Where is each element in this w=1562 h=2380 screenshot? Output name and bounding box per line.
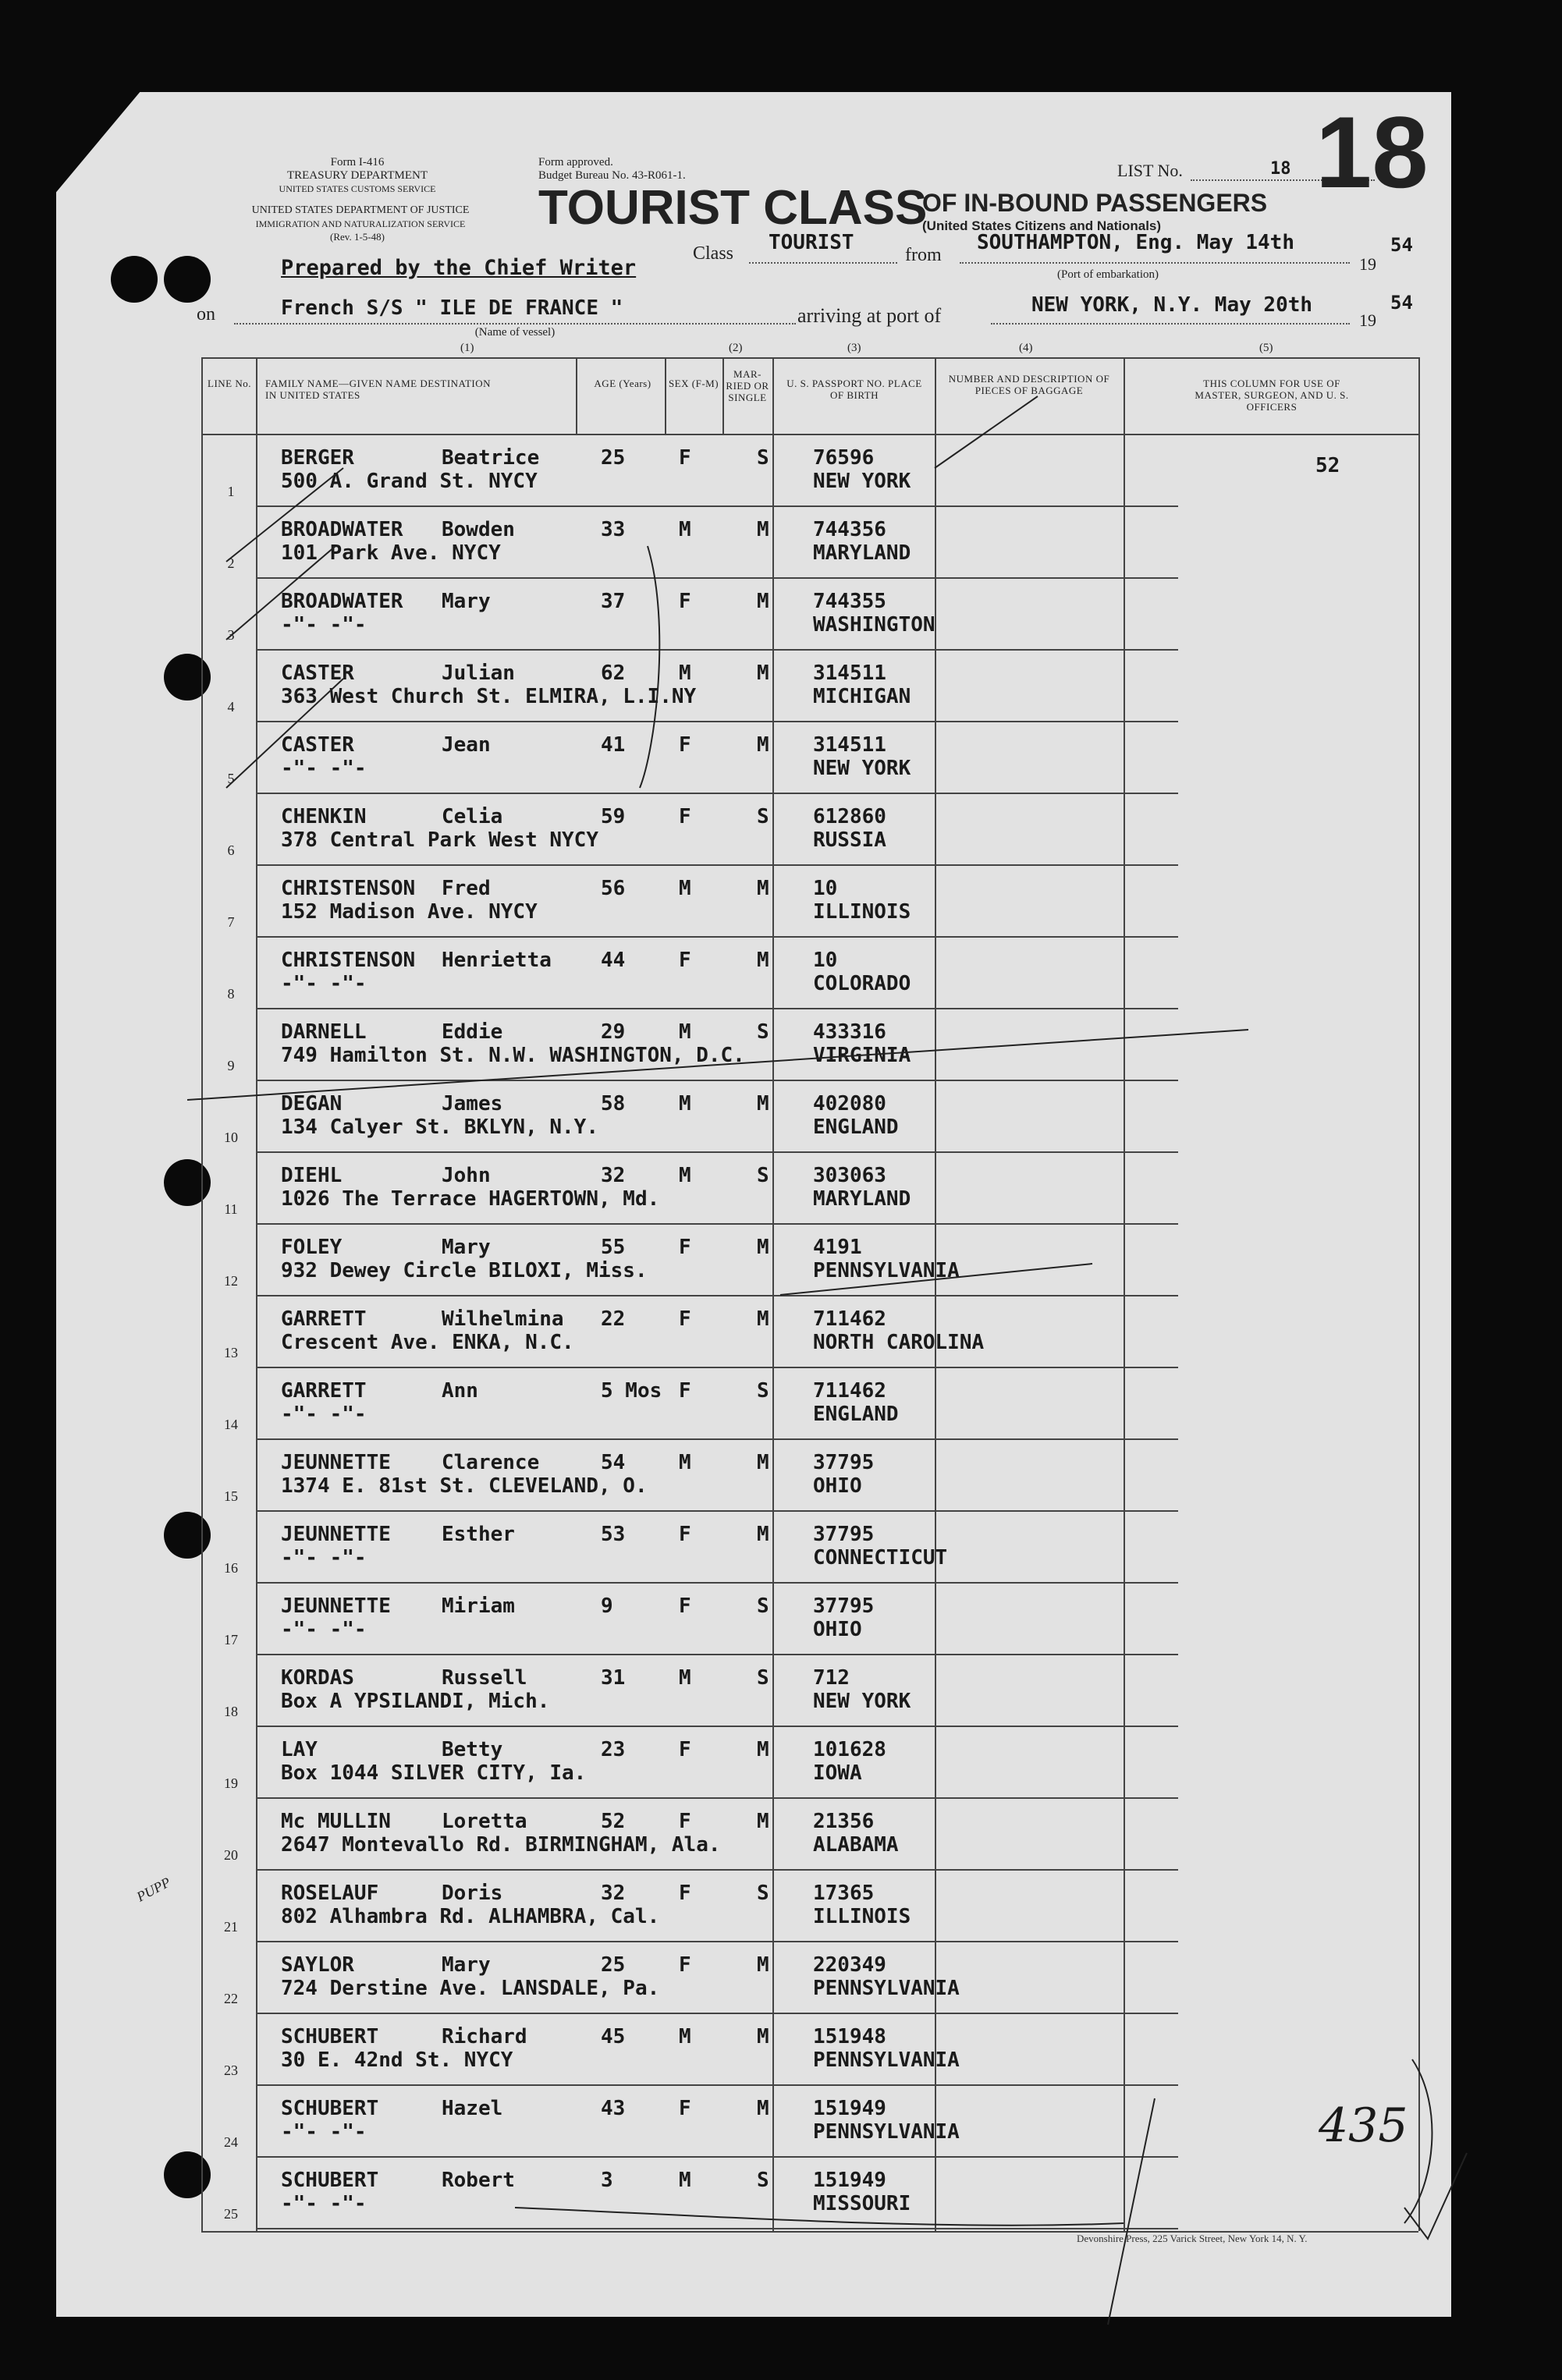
officer-note: 52 xyxy=(1315,454,1340,477)
embark-value: SOUTHAMPTON, Eng. May 14th xyxy=(977,231,1294,254)
passenger-marital-status: M xyxy=(757,590,769,613)
passenger-family-name: CHRISTENSON xyxy=(281,877,416,900)
passenger-sex: M xyxy=(679,518,691,541)
pen-stroke xyxy=(226,679,343,788)
passport-number: 10 xyxy=(813,877,838,900)
passenger-sex: F xyxy=(679,2097,691,2120)
place-of-birth: OHIO xyxy=(813,1474,862,1498)
place-of-birth: NEW YORK xyxy=(813,470,911,493)
passenger-destination: -"- -"- xyxy=(281,613,367,637)
passenger-family-name: GARRETT xyxy=(281,1307,367,1331)
passenger-destination: 134 Calyer St. BKLYN, N.Y. xyxy=(281,1116,598,1139)
passport-number: 314511 xyxy=(813,662,886,685)
passenger-age: 45 xyxy=(601,2025,626,2048)
budget-bureau: Budget Bureau No. 43-R061-1. xyxy=(538,169,686,182)
passenger-age: 56 xyxy=(601,877,626,900)
col-num-4: (4) xyxy=(1019,342,1033,354)
passenger-given-name: Mary xyxy=(442,590,491,613)
passenger-destination: 2647 Montevallo Rd. BIRMINGHAM, Ala. xyxy=(281,1833,721,1857)
passenger-age: 32 xyxy=(601,1164,626,1187)
col-header-age: AGE (Years) xyxy=(594,378,651,389)
form-number: Form I-416 xyxy=(330,156,385,168)
passenger-given-name: Ann xyxy=(442,1379,478,1403)
passenger-sex: F xyxy=(679,1379,691,1403)
check-mark xyxy=(1404,2153,1467,2239)
year-prefix-2: 19 xyxy=(1359,310,1376,330)
col-header-line: LINE No. xyxy=(208,378,251,389)
passenger-destination: 500 A. Grand St. NYCY xyxy=(281,470,538,493)
passenger-age: 59 xyxy=(601,805,626,828)
passenger-marital-status: M xyxy=(757,662,769,685)
passenger-family-name: BERGER xyxy=(281,446,354,470)
pen-stroke xyxy=(187,1030,1248,1100)
passenger-sex: F xyxy=(679,1953,691,1977)
passenger-marital-status: S xyxy=(757,1164,769,1187)
justice-name: UNITED STATES DEPARTMENT OF JUSTICE xyxy=(251,204,470,216)
place-of-birth: WASHINGTON xyxy=(813,613,935,637)
class-label: Class xyxy=(693,243,734,264)
form-approved: Form approved. xyxy=(538,156,613,168)
passport-number: 151949 xyxy=(813,2097,886,2120)
row-line-number: 25 xyxy=(224,2206,238,2222)
col-header-sex: SEX (F-M) xyxy=(668,378,719,389)
passenger-destination: 802 Alhambra Rd. ALHAMBRA, Cal. xyxy=(281,1905,660,1928)
pen-stroke xyxy=(1108,2098,1155,2325)
row-line-number: 24 xyxy=(224,2134,238,2150)
passenger-sex: M xyxy=(679,877,691,900)
passenger-age: 25 xyxy=(601,446,626,470)
passenger-sex: M xyxy=(679,1092,691,1116)
passenger-marital-status: M xyxy=(757,1953,769,1977)
passenger-marital-status: M xyxy=(757,733,769,757)
passenger-given-name: Eddie xyxy=(442,1020,503,1044)
passport-number: 220349 xyxy=(813,1953,886,1977)
passenger-given-name: Celia xyxy=(442,805,503,828)
passenger-marital-status: S xyxy=(757,1882,769,1905)
pen-stroke xyxy=(935,396,1038,468)
passenger-marital-status: M xyxy=(757,1738,769,1761)
passenger-sex: F xyxy=(679,733,691,757)
passenger-age: 32 xyxy=(601,1882,626,1905)
passenger-sex: F xyxy=(679,1594,691,1618)
passenger-marital-status: S xyxy=(757,1666,769,1690)
list-number: 18 xyxy=(1315,95,1429,209)
passenger-family-name: SCHUBERT xyxy=(281,2025,379,2048)
row-line-number: 2 xyxy=(227,555,235,571)
passenger-age: 22 xyxy=(601,1307,626,1331)
passport-number: 712 xyxy=(813,1666,850,1690)
passport-number: 37795 xyxy=(813,1523,875,1546)
passenger-family-name: CASTER xyxy=(281,733,354,757)
col-num-5: (5) xyxy=(1259,342,1273,354)
passenger-family-name: CASTER xyxy=(281,662,354,685)
passport-number: 37795 xyxy=(813,1594,875,1618)
passenger-given-name: James xyxy=(442,1092,503,1116)
passport-number: 402080 xyxy=(813,1092,886,1116)
passenger-given-name: Clarence xyxy=(442,1451,540,1474)
page-title: TOURIST CLASS xyxy=(538,181,928,235)
passenger-sex: M xyxy=(679,1451,691,1474)
place-of-birth: VIRGINIA xyxy=(813,1044,911,1067)
passenger-destination: Box 1044 SILVER CITY, Ia. xyxy=(281,1761,587,1785)
passenger-sex: F xyxy=(679,1738,691,1761)
passenger-sex: F xyxy=(679,1882,691,1905)
passenger-family-name: LAY xyxy=(281,1738,318,1761)
row-line-number: 21 xyxy=(224,1919,238,1935)
row-line-number: 22 xyxy=(224,1991,238,2006)
ins-name: IMMIGRATION AND NATURALIZATION SERVICE xyxy=(255,218,466,229)
pen-stroke xyxy=(226,546,335,640)
col-header-passport: U. S. PASSPORT NO. PLACE OF BIRTH xyxy=(786,378,922,401)
place-of-birth: NEW YORK xyxy=(813,757,911,780)
passenger-marital-status: M xyxy=(757,2025,769,2048)
place-of-birth: IOWA xyxy=(813,1761,862,1785)
row-line-number: 13 xyxy=(224,1345,238,1360)
passenger-destination: 1026 The Terrace HAGERTOWN, Md. xyxy=(281,1187,660,1211)
passport-number: 151948 xyxy=(813,2025,886,2048)
row-line-number: 23 xyxy=(224,2063,238,2078)
passenger-family-name: JEUNNETTE xyxy=(281,1451,391,1474)
passenger-given-name: Jean xyxy=(442,733,491,757)
passenger-family-name: SCHUBERT xyxy=(281,2169,379,2192)
row-line-number: 15 xyxy=(224,1488,238,1504)
passenger-destination: 724 Derstine Ave. LANSDALE, Pa. xyxy=(281,1977,660,2000)
prepared-by: Prepared by the Chief Writer xyxy=(281,256,637,280)
passport-number: 314511 xyxy=(813,733,886,757)
row-line-number: 18 xyxy=(224,1704,238,1719)
place-of-birth: ILLINOIS xyxy=(813,1905,911,1928)
passenger-given-name: Doris xyxy=(442,1882,503,1905)
citizens-note: (United States Citizens and Nationals) xyxy=(922,218,1162,233)
place-of-birth: ALABAMA xyxy=(813,1833,899,1857)
passport-number: 303063 xyxy=(813,1164,886,1187)
passenger-family-name: DIEHL xyxy=(281,1164,343,1187)
passenger-sex: F xyxy=(679,1307,691,1331)
place-of-birth: OHIO xyxy=(813,1618,862,1641)
passport-number: 744356 xyxy=(813,518,886,541)
on-label: on xyxy=(197,304,215,325)
row-line-number: 10 xyxy=(224,1130,238,1145)
passenger-marital-status: S xyxy=(757,1020,769,1044)
passenger-age: 33 xyxy=(601,518,626,541)
passport-number: 151949 xyxy=(813,2169,886,2192)
row-line-number: 12 xyxy=(224,1273,238,1289)
passenger-sex: M xyxy=(679,1020,691,1044)
passenger-destination: -"- -"- xyxy=(281,2192,367,2215)
passenger-sex: M xyxy=(679,2169,691,2192)
passenger-sex: M xyxy=(679,1666,691,1690)
passenger-family-name: SAYLOR xyxy=(281,1953,354,1977)
passenger-destination: -"- -"- xyxy=(281,1403,367,1426)
passenger-destination: -"- -"- xyxy=(281,2120,367,2144)
passenger-sex: F xyxy=(679,1810,691,1833)
passport-number: 711462 xyxy=(813,1379,886,1403)
row-line-number: 1 xyxy=(227,484,235,499)
passenger-family-name: DARNELL xyxy=(281,1020,367,1044)
passenger-family-name: CHENKIN xyxy=(281,805,367,828)
col-num-1: (1) xyxy=(460,342,474,354)
passenger-age: 3 xyxy=(601,2169,613,2192)
row-line-number: 19 xyxy=(224,1775,238,1791)
passport-number: 17365 xyxy=(813,1882,875,1905)
place-of-birth: ILLINOIS xyxy=(813,900,911,924)
year-value-2: 54 xyxy=(1390,292,1413,314)
passenger-given-name: John xyxy=(442,1164,491,1187)
passenger-age: 54 xyxy=(601,1451,626,1474)
row-line-number: 7 xyxy=(227,914,235,930)
passenger-age: 53 xyxy=(601,1523,626,1546)
passenger-given-name: Bowden xyxy=(442,518,515,541)
place-of-birth: CONNECTICUT xyxy=(813,1546,948,1570)
passenger-destination: 378 Central Park West NYCY xyxy=(281,828,598,852)
passenger-age: 58 xyxy=(601,1092,626,1116)
passenger-sex: F xyxy=(679,446,691,470)
passport-number: 21356 xyxy=(813,1810,875,1833)
passenger-destination: Crescent Ave. ENKA, N.C. xyxy=(281,1331,574,1354)
passenger-family-name: CHRISTENSON xyxy=(281,949,416,972)
row-line-number: 4 xyxy=(227,699,235,715)
passenger-family-name: BROADWATER xyxy=(281,590,403,613)
passport-number: 10 xyxy=(813,949,838,972)
row-line-number: 14 xyxy=(224,1417,238,1432)
row-line-number: 20 xyxy=(224,1847,238,1863)
col-header-officers: THIS COLUMN FOR USE OF MASTER, SURGEON, AND U. S. OFFICERS xyxy=(1195,378,1349,413)
passenger-given-name: Wilhelmina xyxy=(442,1307,564,1331)
class-value: TOURIST xyxy=(769,231,854,254)
passenger-age: 23 xyxy=(601,1738,626,1761)
passenger-age: 55 xyxy=(601,1236,626,1259)
passenger-family-name: JEUNNETTE xyxy=(281,1594,391,1618)
passenger-family-name: BROADWATER xyxy=(281,518,403,541)
pen-stroke xyxy=(640,546,659,788)
year-value: 54 xyxy=(1390,234,1413,256)
passenger-marital-status: M xyxy=(757,1523,769,1546)
passenger-destination: 30 E. 42nd St. NYCY xyxy=(281,2048,513,2072)
passenger-family-name: KORDAS xyxy=(281,1666,354,1690)
row-line-number: 3 xyxy=(227,627,235,643)
port-embark-label: (Port of embarkation) xyxy=(1057,268,1159,281)
passport-number: 76596 xyxy=(813,446,875,470)
place-of-birth: NORTH CAROLINA xyxy=(813,1331,985,1354)
row-line-number: 16 xyxy=(224,1560,238,1576)
place-of-birth: PENNSYLVANIA xyxy=(813,2120,960,2144)
vessel-label: (Name of vessel) xyxy=(474,326,556,339)
passenger-sex: F xyxy=(679,805,691,828)
passenger-marital-status: M xyxy=(757,1451,769,1474)
passenger-marital-status: S xyxy=(757,805,769,828)
row-line-number: 17 xyxy=(224,1632,238,1648)
list-label: LIST No. xyxy=(1117,161,1183,180)
handwritten-stamp: PUPP xyxy=(133,1874,173,1905)
passenger-sex: F xyxy=(679,1236,691,1259)
form-rev: (Rev. 1-5-48) xyxy=(330,231,385,243)
place-of-birth: MISSOURI xyxy=(813,2192,911,2215)
passenger-given-name: Hazel xyxy=(442,2097,503,2120)
passenger-family-name: GARRETT xyxy=(281,1379,367,1403)
arriving-label: arriving at port of xyxy=(797,304,942,327)
passenger-sex: M xyxy=(679,2025,691,2048)
place-of-birth: MARYLAND xyxy=(813,1187,911,1211)
passenger-sex: F xyxy=(679,590,691,613)
passenger-given-name: Beatrice xyxy=(442,446,540,470)
place-of-birth: RUSSIA xyxy=(813,828,886,852)
passenger-age: 29 xyxy=(601,1020,626,1044)
passenger-marital-status: S xyxy=(757,1594,769,1618)
passport-number: 37795 xyxy=(813,1451,875,1474)
page-subtitle: OF IN-BOUND PASSENGERS xyxy=(922,189,1268,217)
col-header-name: FAMILY NAME—GIVEN NAME DESTINATION IN UNITED STATES xyxy=(265,378,492,401)
passenger-given-name: Mary xyxy=(442,1953,491,1977)
passenger-given-name: Miriam xyxy=(442,1594,515,1618)
passenger-age: 43 xyxy=(601,2097,626,2120)
place-of-birth: PENNSYLVANIA xyxy=(813,1259,960,1282)
passenger-destination: -"- -"- xyxy=(281,1618,367,1641)
passenger-age: 9 xyxy=(601,1594,613,1618)
passenger-marital-status: M xyxy=(757,1092,769,1116)
passenger-age: 31 xyxy=(601,1666,626,1690)
passenger-destination: -"- -"- xyxy=(281,757,367,780)
passenger-marital-status: S xyxy=(757,2169,769,2192)
signature-stroke xyxy=(515,2208,1124,2226)
place-of-birth: MICHIGAN xyxy=(813,685,911,708)
col-header-baggage: NUMBER AND DESCRIPTION OF PIECES OF BAGGAGE xyxy=(948,373,1110,396)
row-line-number: 11 xyxy=(224,1201,238,1217)
passenger-destination: 101 Park Ave. NYCY xyxy=(281,541,501,565)
passenger-given-name: Fred xyxy=(442,877,491,900)
passenger-sex: F xyxy=(679,1523,691,1546)
col-header-married: MAR-RIED OR SINGLE xyxy=(726,368,769,403)
passenger-marital-status: S xyxy=(757,446,769,470)
row-line-number: 8 xyxy=(227,986,235,1002)
row-line-number: 6 xyxy=(227,842,235,858)
passport-number: 4191 xyxy=(813,1236,862,1259)
passenger-marital-status: M xyxy=(757,1307,769,1331)
passenger-age: 62 xyxy=(601,662,626,685)
passenger-age: 37 xyxy=(601,590,626,613)
passenger-given-name: Henrietta xyxy=(442,949,552,972)
passenger-destination: Box A YPSILANDI, Mich. xyxy=(281,1690,550,1713)
passenger-destination: 1374 E. 81st St. CLEVELAND, O. xyxy=(281,1474,648,1498)
customs-name: UNITED STATES CUSTOMS SERVICE xyxy=(279,183,436,194)
passport-number: 101628 xyxy=(813,1738,886,1761)
passenger-age: 25 xyxy=(601,1953,626,1977)
passenger-given-name: Julian xyxy=(442,662,515,685)
arrival-port: NEW YORK, N.Y. May 20th xyxy=(1031,293,1313,317)
passenger-destination: -"- -"- xyxy=(281,1546,367,1570)
col-num-2: (2) xyxy=(729,342,743,354)
passenger-family-name: FOLEY xyxy=(281,1236,343,1259)
place-of-birth: MARYLAND xyxy=(813,541,911,565)
place-of-birth: PENNSYLVANIA xyxy=(813,1977,960,2000)
printer-credit: Devonshire Press, 225 Varick Street, New York 14, N. Y. xyxy=(1077,2233,1308,2244)
passenger-marital-status: M xyxy=(757,1236,769,1259)
pen-stroke xyxy=(780,1264,1092,1295)
passenger-marital-status: M xyxy=(757,949,769,972)
passenger-destination: 363 West Church St. ELMIRA, L.I.NY xyxy=(281,685,697,708)
passenger-sex: M xyxy=(679,1164,691,1187)
passenger-sex: M xyxy=(679,662,691,685)
pen-stroke xyxy=(226,468,343,562)
list-small-number: 18 xyxy=(1270,159,1291,179)
passenger-age: 52 xyxy=(601,1810,626,1833)
col-num-3: (3) xyxy=(847,342,861,354)
passport-number: 433316 xyxy=(813,1020,886,1044)
passenger-family-name: JEUNNETTE xyxy=(281,1523,391,1546)
place-of-birth: NEW YORK xyxy=(813,1690,911,1713)
dept-name: TREASURY DEPARTMENT xyxy=(286,169,428,182)
passenger-given-name: Mary xyxy=(442,1236,491,1259)
passenger-destination: -"- -"- xyxy=(281,972,367,995)
place-of-birth: COLORADO xyxy=(813,972,911,995)
passenger-given-name: Richard xyxy=(442,2025,527,2048)
passenger-family-name: DEGAN xyxy=(281,1092,343,1116)
passenger-given-name: Betty xyxy=(442,1738,503,1761)
passenger-sex: F xyxy=(679,949,691,972)
passenger-destination: 932 Dewey Circle BILOXI, Miss. xyxy=(281,1259,648,1282)
row-line-number: 5 xyxy=(227,771,235,786)
passenger-marital-status: M xyxy=(757,2097,769,2120)
row-line-number: 9 xyxy=(227,1058,235,1073)
passport-number: 711462 xyxy=(813,1307,886,1331)
passenger-family-name: SCHUBERT xyxy=(281,2097,379,2120)
passenger-marital-status: S xyxy=(757,1379,769,1403)
place-of-birth: ENGLAND xyxy=(813,1403,899,1426)
passenger-destination: 749 Hamilton St. N.W. WASHINGTON, D.C. xyxy=(281,1044,745,1067)
place-of-birth: ENGLAND xyxy=(813,1116,899,1139)
passenger-family-name: ROSELAUF xyxy=(281,1882,379,1905)
passenger-age: 41 xyxy=(601,733,626,757)
passport-number: 744355 xyxy=(813,590,886,613)
pen-stroke xyxy=(1404,2059,1432,2223)
place-of-birth: PENNSYLVANIA xyxy=(813,2048,960,2072)
year-prefix: 19 xyxy=(1359,254,1376,274)
passenger-destination: 152 Madison Ave. NYCY xyxy=(281,900,538,924)
passenger-given-name: Robert xyxy=(442,2169,515,2192)
passport-number: 612860 xyxy=(813,805,886,828)
passenger-marital-status: M xyxy=(757,1810,769,1833)
vessel-name: French S/S " ILE DE FRANCE " xyxy=(281,296,623,320)
handwritten-count: 435 xyxy=(1319,2098,1408,2153)
passenger-given-name: Loretta xyxy=(442,1810,527,1833)
from-label: from xyxy=(905,245,942,265)
passenger-given-name: Russell xyxy=(442,1666,527,1690)
passenger-age: 44 xyxy=(601,949,626,972)
passenger-age: 5 Mos xyxy=(601,1379,662,1403)
passenger-marital-status: M xyxy=(757,518,769,541)
passenger-given-name: Esther xyxy=(442,1523,515,1546)
passenger-marital-status: M xyxy=(757,877,769,900)
passenger-family-name: Mc MULLIN xyxy=(281,1810,391,1833)
